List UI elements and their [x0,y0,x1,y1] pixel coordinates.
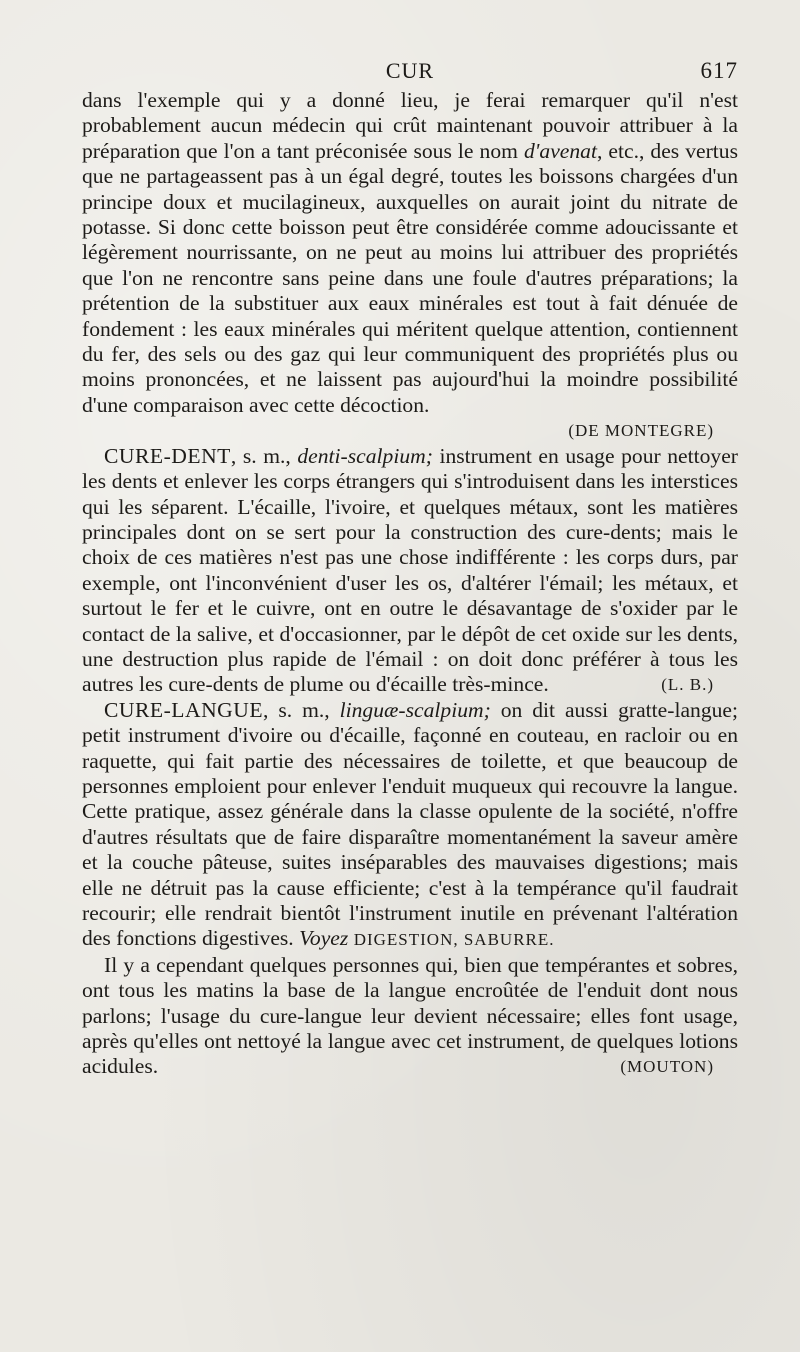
entry-term: CURE-LANGUE [104,697,264,722]
entry-grammar: , s. m., [263,697,340,722]
see-also-refs: DIGESTION, SABURRE. [353,930,555,950]
paragraph-text: dans l'exemple qui y a donné lieu, je ferai remarquer qu'il n'est probablement aucun médecin qui crût maintenant pouvoir attribuer à la préparation que l'on a tant préconisée sous le nom [82,88,738,163]
entry-cure-langue [82,698,738,953]
author-signature: (DE MONTEGRE) [568,421,714,441]
paragraph-closing [82,953,738,1080]
italic-term: d'avenat [523,138,597,163]
paragraph-avenat [82,88,738,418]
entry-latin: linguæ-scalpium; [339,697,491,722]
paragraph-text: , etc., des vertus que ne partageassent pas à un égal degré, toutes les boissons chargées d'un principe doux et mucilagineux, auxquelles on aurait joint du nitrate de potasse. Si donc cette boisson peut être considérée comme adoucissante et légèrement nourrissante, on ne peut au moins lui attribuer des propriétés que l'on ne rencontre sans peine dans une foule d'autres préparations; la prétention de la substituer aux eaux minérales est tout à fait dénuée de fondement : les eaux minérales qui méritent quelque attention, contiennent du fer, des sels ou des gaz qui leur communiquent des propriétés plus ou moins prononcées, et ne laissent pas aujourd'hui la moindre possibilité d'une comparaison avec cette décoction. [82,138,738,417]
entry-cure-dent [82,444,738,698]
entry-text: instrument en usage pour nettoyer les dents et enlever les corps étrangers qui s'introduisent dans les interstices qui les séparent. L'écaille, l'ivoire, et quelques métaux, sont les matières principales dont on se sert pour la construction des cure-dents; mais le choix de ces matières n'est pas une chose indifférente : les corps durs, par exemple, ont l'inconvénient d'user les os, d'altérer l'émail; les métaux, et surtout le fer et le cuivre, ont en outre le désavantage de s'oxider par le contact de la salive, et d'occasionner, par le dépôt de cet oxide sur les dents, une destruction plus rapide de l'émail : on doit donc préférer à tous les autres les cure-dents de plume ou d'écaille très-mince. [82,443,738,697]
running-title: CUR [385,58,435,83]
author-signature: (L. B.) [661,675,714,695]
running-head [82,52,738,88]
entry-term: CURE-DENT [104,443,231,468]
page-number: 617 [700,58,738,83]
body-text [82,88,738,1080]
page [82,52,738,1252]
author-signature: (MOUTON) [620,1057,714,1077]
entry-grammar: , s. m., [230,443,298,468]
entry-text: on dit aussi gratte-langue; petit instrument d'ivoire ou d'écaille, façonné en couteau, en racloir ou en raquette, qui fait partie des nécessaires de toilette, et que beaucoup de personnes emploient pour enlever l'enduit muqueux qui recouvre la langue. Cette pratique, assez générale dans la classe opulente de la société, n'offre d'autres résultats que de faire disparaître momentanément la saveur amère et la couche pâteuse, suites inséparables des mauvaises digestions; mais elle ne détruit pas la cause efficiente; c'est à la tempérance qu'il faudrait recourir; elle rendrait bientôt l'instrument inutile en prévenant l'altération des fonctions digestives. [82,697,738,951]
see-also-label: Voyez [299,926,349,951]
paragraph-text: Il y a cependant quelques personnes qui, bien que tempérantes et sobres, ont tous les matins la base de la langue encroûtée de l'enduit dont nous parlons; l'usage du cure-langue leur devient nécessaire; elles font usage, après qu'elles ont nettoyé la langue avec cet instrument, de quelques lotions acidules. [82,952,738,1079]
entry-latin: denti-scalpium; [297,443,433,468]
